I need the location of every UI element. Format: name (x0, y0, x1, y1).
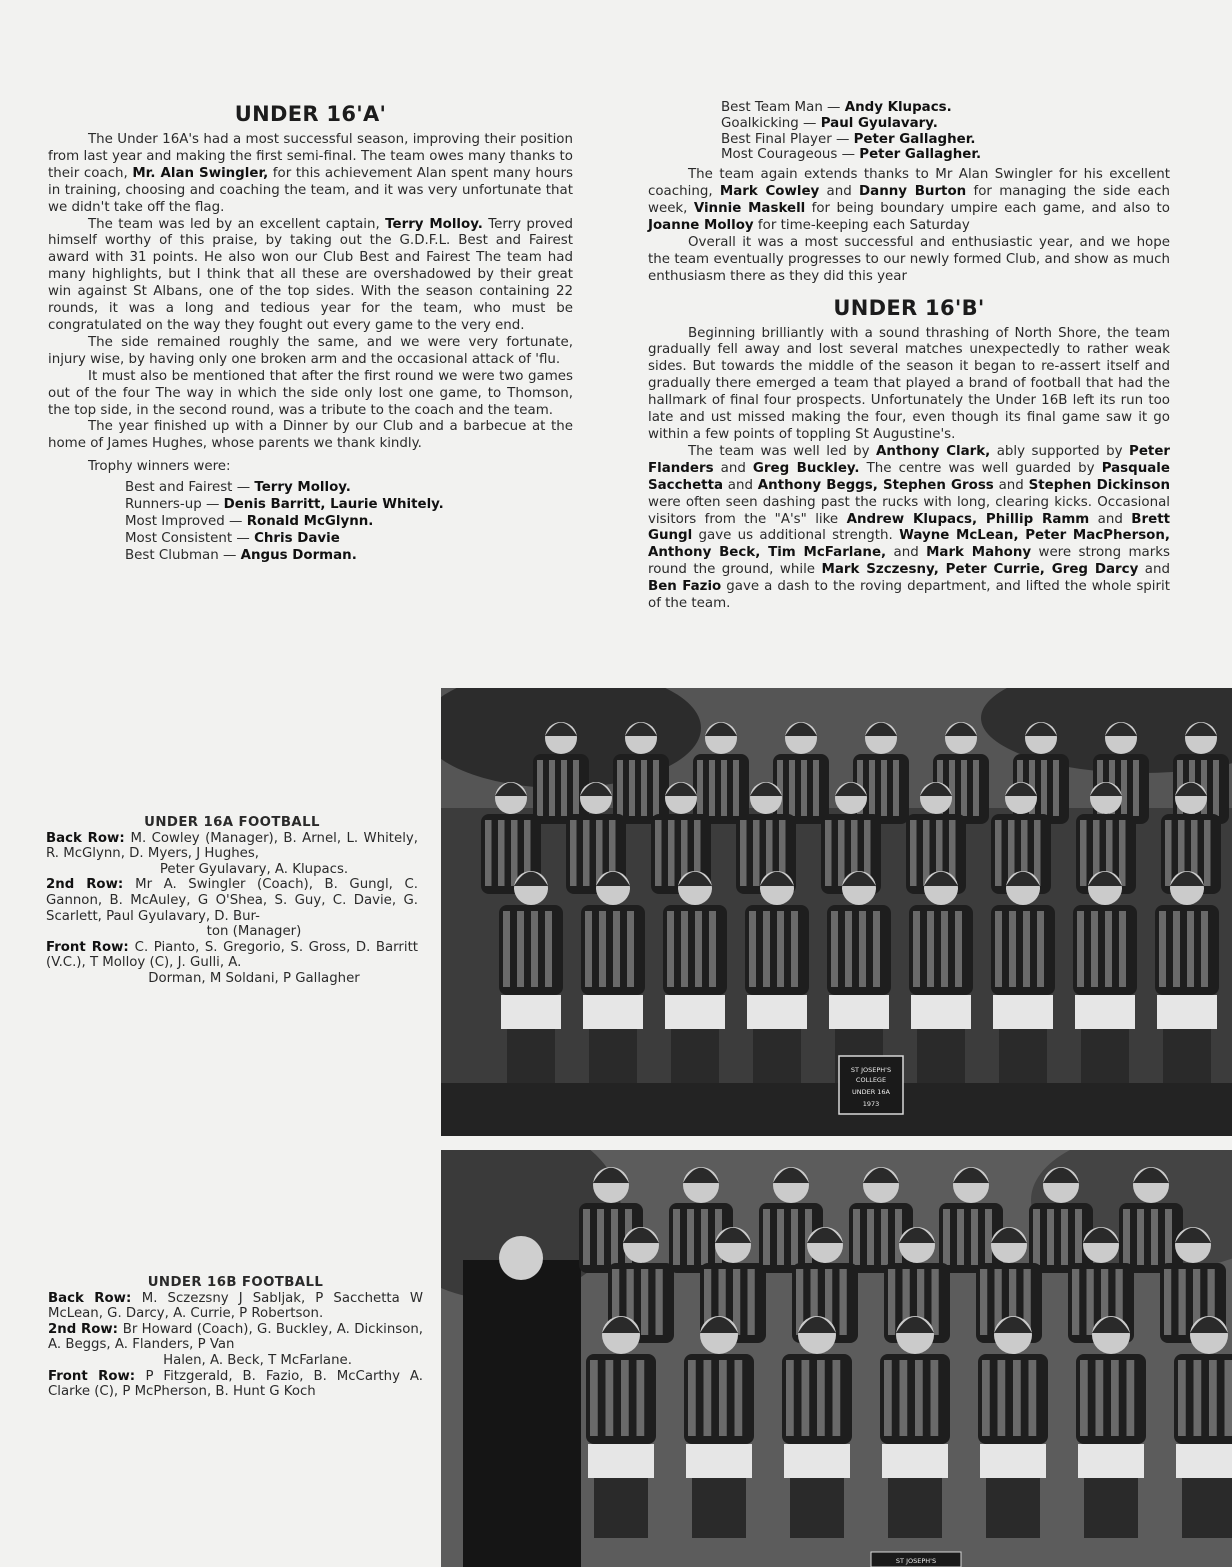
player-socks (1182, 1478, 1232, 1538)
award-item (721, 116, 1170, 132)
jersey-stripe (1037, 911, 1044, 987)
jersey-stripe (910, 820, 917, 886)
award-winner: Paul Gyulavary. (820, 115, 938, 131)
jersey-stripe (721, 760, 727, 816)
jersey-stripe (995, 911, 1002, 987)
award-winner: Angus Dorman. (240, 547, 357, 563)
player-socks (753, 1029, 801, 1089)
player-shorts (829, 995, 889, 1029)
team-photo-graphic (441, 1150, 1232, 1567)
caption-row-label: Front Row: (48, 1368, 146, 1384)
player-socks (671, 1029, 719, 1089)
under-16b-paragraphs (648, 326, 1170, 613)
caption-row-names: M. Sczezsny J Sabljak, P Sacchetta W McLean, G. Darcy, A. Currie, P Robertson. (48, 1290, 423, 1322)
jersey-stripe (1013, 1360, 1021, 1436)
jersey-stripe (701, 1209, 708, 1265)
article-paragraph: The team again extends thanks to Mr Alan Swingler for his excellent coaching, Mark Cowley and Danny Burton for managing the side each week, Vinnie Maskell for being boundary umpire each game, and also to Joanne Molloy for time-keeping each Saturday (648, 167, 1170, 233)
player-shorts (1157, 995, 1217, 1029)
under-16a-article (48, 100, 573, 565)
jersey-stripe (570, 820, 577, 886)
trophy-intro: Trophy winners were: (88, 459, 231, 475)
player-socks (692, 1478, 746, 1538)
jersey-stripe (985, 1209, 992, 1265)
jersey-stripe (1077, 911, 1084, 987)
jersey-stripe (1061, 1209, 1068, 1265)
article-paragraph: The team was well led by Anthony Clark, ably supported by Peter Flanders and Greg Buckley. The centre was well guarded by Pasquale Sacchetta and Anthony Beggs, Stephen Gross and Stephen Dickinson were often seen dashing past the rucks with long, clearing kicks. Occasional visitors from the "A's" like Andrew Klupacs, Phillip Ramm and Brett Gungl gave us additional strength. Wayne McLean, Peter MacPherson, Anthony Beck, Tim McFarlane, and Mark Mahony were strong marks round the ground, while Mark Szczesny, Peter Currie, Greg Darcy and Ben Fazio gave a dash to the roving department, and lifted the whole spirit of the team. (648, 443, 1170, 612)
jersey-stripe (1225, 1360, 1232, 1436)
caption-row-label: Front Row: (46, 939, 135, 955)
trophy-list (125, 480, 573, 565)
award-item (125, 548, 573, 565)
caption-rows (46, 831, 418, 987)
player-socks (1084, 1478, 1138, 1538)
jersey-stripe (590, 1360, 598, 1436)
jersey-stripe (549, 760, 555, 816)
jersey-stripe (1165, 820, 1172, 886)
player-shorts (747, 995, 807, 1029)
jersey-stripe (915, 1360, 923, 1436)
caption-row-continuation: Dorman, M Soldani, P Gallagher (148, 970, 360, 986)
jersey-stripe (573, 760, 579, 816)
award-name: Best Clubman — (125, 547, 241, 563)
jersey-stripe (1127, 1360, 1135, 1436)
under-16a-team-photo (441, 688, 1232, 1136)
jersey-stripe (777, 911, 784, 987)
jersey-stripe (1009, 911, 1016, 987)
article-paragraph: The Under 16A's had a most successful season, improving their position from last year and making the first semi-final. The team owes many thanks to their coach, Mr. Alan Swingler, for this achievement Alan spent many hours in training, choosing and coaching the team, and it was very unfortunate that we didn't take off the flag. (48, 132, 573, 215)
jersey-stripe (859, 911, 866, 987)
caption-row-label: 2nd Row: (48, 1321, 123, 1337)
jersey-stripe (881, 760, 887, 816)
article-paragraph: The year finished up with a Dinner by our Club and a barbecue at the home of James Hughes, whose parents we thank kindly. (48, 419, 573, 452)
jersey-stripe (1164, 1269, 1171, 1335)
jersey-stripe (867, 1209, 874, 1265)
jersey-stripe (1187, 911, 1194, 987)
jersey-stripe (1194, 1360, 1202, 1436)
jersey-stripe (709, 911, 716, 987)
jersey-stripe (498, 820, 505, 886)
under-16b-heading: UNDER 16'B' (833, 295, 985, 320)
under-16a-photo-caption (46, 815, 418, 987)
jersey-stripe (1137, 1209, 1144, 1265)
award-winner: Denis Barritt, Laurie Whitely. (223, 497, 444, 513)
jersey-stripe (673, 1209, 680, 1265)
board-line-3: UNDER 16A (851, 1088, 891, 1096)
jersey-stripe (697, 760, 703, 816)
caption-row (46, 877, 418, 939)
jersey-stripe (932, 1269, 939, 1335)
player-shorts (993, 995, 1053, 1029)
player-shorts (686, 1444, 752, 1478)
jersey-stripe (971, 1209, 978, 1265)
jersey-stripe (597, 1209, 604, 1265)
player-shorts (501, 995, 561, 1029)
jersey-stripe (1121, 760, 1127, 816)
jersey-stripe (1087, 1269, 1094, 1335)
jersey-stripe (1213, 760, 1219, 816)
article-paragraph: Beginning brilliantly with a sound thrashing of North Shore, the team gradually fell away and lost several matches unexpectedly to rather weak sides. But towards the middle of the season it began to re-assert itself and gradually there emerged a team that played a brand of football that had the hallmark of final four prospects. Unfortunately the Under 16B left its run too late and ust missed making the four, even though its final game saw it go within a few points of toppling St Augustine's. (648, 325, 1170, 442)
jersey-stripe (629, 760, 635, 816)
player-shorts (784, 1444, 850, 1478)
caption-row (48, 1322, 423, 1369)
jersey-stripe (503, 911, 510, 987)
jersey-stripe (517, 911, 524, 987)
jersey-stripe (888, 1269, 895, 1335)
jersey-stripe (613, 911, 620, 987)
caption-rows (48, 1291, 423, 1400)
jersey-stripe (941, 911, 948, 987)
jersey-stripe (973, 760, 979, 816)
jersey-stripe (1029, 1360, 1037, 1436)
award-name: Best and Fairest — (125, 480, 255, 496)
player-shorts (588, 1444, 654, 1478)
jersey-stripe (802, 1360, 810, 1436)
article-paragraph: It must also be mentioned that after the first round we were two games out of the four The way in which the side only lost one game, to Thomson, the top side, in the second round, was a tribute to the coach and the team. (48, 368, 573, 418)
jersey-stripe (1123, 1209, 1130, 1265)
caption-row-names: P Fitzgerald, B. Fazio, B. McCarthy A. Clarke (C), P McPherson, B. Hunt G Koch (48, 1368, 423, 1400)
article-paragraph: The team was led by an excellent captain, Terry Molloy. Terry proved himself worthy of this praise, by taking out the G.D.F.L. Best and Fairest award with 31 points. He also won our Club Best and Fairest The team had many highlights, but I think that all these are overshadowed by their great win against St Albans, one of the top sides. With the season containing 22 rounds, it was a long and tedious year for the team, who must be congratulated on the way they fought out every game to the very end. (48, 216, 573, 333)
jersey-stripe (791, 911, 798, 987)
jersey-stripe (943, 1209, 950, 1265)
jersey-stripe (681, 911, 688, 987)
jersey-stripe (606, 1360, 614, 1436)
jersey-stripe (1165, 1209, 1172, 1265)
jersey-stripe (1053, 760, 1059, 816)
jersey-stripe (817, 1360, 825, 1436)
jersey-stripe (980, 1269, 987, 1335)
award-name: Goalkicking — (721, 115, 821, 131)
jersey-stripe (1204, 820, 1211, 886)
jersey-stripe (927, 911, 934, 987)
jersey-stripe (813, 760, 819, 816)
jersey-stripe (656, 1269, 663, 1335)
board-line-4: 1973 (862, 1100, 880, 1108)
jersey-stripe (873, 911, 880, 987)
player-shorts (1176, 1444, 1232, 1478)
jersey-stripe (599, 911, 606, 987)
player-socks (594, 1478, 648, 1538)
jersey-stripe (695, 911, 702, 987)
under-16a-thanks-paragraphs (648, 167, 1170, 285)
jersey-stripe (1041, 760, 1047, 816)
jersey-stripe (825, 820, 832, 886)
jersey-stripe (831, 911, 838, 987)
player-socks (999, 1029, 1047, 1089)
jersey-stripe (955, 911, 962, 987)
award-item (721, 100, 1170, 116)
award-item (125, 480, 573, 497)
player-shorts (1075, 995, 1135, 1029)
caption-row (48, 1291, 423, 1322)
jersey-stripe (1033, 1209, 1040, 1265)
under-16a-paragraphs (48, 132, 573, 453)
award-name: Most Improved — (125, 513, 247, 529)
caption-row-names: C. Pianto, S. Gregorio, S. Gross, D. Barritt (V.C.), T Molloy (C), J. Gulli, A. (46, 939, 419, 971)
under-16b-team-photo (441, 1150, 1232, 1567)
under-16b-photo-caption (48, 1275, 423, 1400)
jersey-stripe (621, 1360, 629, 1436)
caption-row-label: 2nd Row: (46, 877, 136, 893)
award-winner: Chris Davie (254, 530, 340, 546)
jersey-stripe (995, 820, 1002, 886)
player-socks (790, 1478, 844, 1538)
jersey-stripe (998, 1360, 1006, 1436)
team-photo-graphic (441, 688, 1232, 1136)
award-name: Best Final Player — (721, 131, 854, 147)
caption-row-label: Back Row: (46, 830, 131, 846)
award-winner: Terry Molloy. (254, 480, 351, 496)
award-item (125, 514, 573, 531)
jersey-stripe (763, 1209, 770, 1265)
jersey-stripe (1080, 820, 1087, 886)
jersey-stripe (611, 1209, 618, 1265)
player-shorts (882, 1444, 948, 1478)
jersey-stripe (583, 1209, 590, 1265)
jersey-stripe (777, 1209, 784, 1265)
jersey-stripe (753, 820, 760, 886)
jersey-stripe (1023, 911, 1030, 987)
jersey-stripe (641, 760, 647, 816)
jersey-stripe (653, 760, 659, 816)
jersey-stripe (537, 760, 543, 816)
award-item (721, 147, 1170, 163)
board-line-2: COLLEGE (855, 1076, 887, 1084)
jersey-stripe (1209, 1360, 1217, 1436)
player-shorts (665, 995, 725, 1029)
jersey-stripe (545, 911, 552, 987)
caption-row (46, 831, 418, 878)
jersey-stripe (982, 1360, 990, 1436)
jersey-stripe (1119, 911, 1126, 987)
award-name: Most Courageous — (721, 147, 860, 163)
jersey-stripe (1159, 911, 1166, 987)
player-shorts (1078, 1444, 1144, 1478)
jersey-stripe (1096, 1360, 1104, 1436)
award-name: Runners-up — (125, 497, 224, 513)
caption-title: UNDER 16A FOOTBALL (144, 815, 320, 830)
jersey-stripe (485, 820, 492, 886)
player-socks (888, 1478, 942, 1538)
caption-row (46, 940, 418, 987)
award-item (125, 531, 573, 548)
board-line-1: ST JOSEPH'S (850, 1066, 892, 1074)
jersey-stripe (957, 1209, 964, 1265)
jersey-stripe (733, 760, 739, 816)
right-column (648, 100, 1170, 613)
article-paragraph: Overall it was a most successful and enthusiastic year, and we hope the team eventually progresses to our newly formed Club, and show as much enthusiasm there as they did this year (648, 234, 1170, 284)
jersey-stripe (719, 1360, 727, 1436)
player-shorts (911, 995, 971, 1029)
jersey-stripe (949, 760, 955, 816)
jersey-stripe (687, 1209, 694, 1265)
jersey-stripe (881, 1209, 888, 1265)
player-shorts (583, 995, 643, 1029)
jersey-stripe (786, 1360, 794, 1436)
jersey-stripe (583, 820, 590, 886)
caption-row (48, 1369, 423, 1400)
jersey-stripe (1179, 1269, 1186, 1335)
award-winner: Peter Gallagher. (859, 147, 982, 163)
jersey-stripe (637, 1360, 645, 1436)
jersey-stripe (1201, 911, 1208, 987)
jersey-stripe (840, 1269, 847, 1335)
award-winner: Ronald McGlynn. (246, 513, 374, 529)
jersey-stripe (801, 760, 807, 816)
jersey-stripe (1151, 1209, 1158, 1265)
jersey-stripe (1072, 1269, 1079, 1335)
jersey-stripe (923, 820, 930, 886)
jersey-stripe (1091, 911, 1098, 987)
jersey-stripe (1047, 1209, 1054, 1265)
jersey-stripe (667, 911, 674, 987)
player-socks (1163, 1029, 1211, 1089)
jersey-stripe (789, 760, 795, 816)
jersey-stripe (833, 1360, 841, 1436)
jersey-stripe (1111, 1360, 1119, 1436)
jersey-stripe (709, 760, 715, 816)
under-16a-heading: UNDER 16'A' (234, 102, 387, 126)
jersey-stripe (511, 820, 518, 886)
jersey-stripe (838, 820, 845, 886)
jersey-stripe (961, 760, 967, 816)
award-item (125, 497, 573, 514)
jersey-stripe (617, 760, 623, 816)
jersey-stripe (735, 1360, 743, 1436)
player-socks (507, 1029, 555, 1089)
jersey-stripe (845, 911, 852, 987)
jersey-stripe (1119, 820, 1126, 886)
jersey-stripe (931, 1360, 939, 1436)
caption-row-names: Br Howard (Coach), G. Buckley, A. Dickinson, A. Beggs, A. Flanders, P Van (48, 1321, 423, 1353)
jersey-stripe (1173, 911, 1180, 987)
jersey-stripe (531, 911, 538, 987)
player-socks (589, 1029, 637, 1089)
jersey-stripe (900, 1360, 908, 1436)
award-list (721, 100, 1170, 163)
player-shorts (980, 1444, 1046, 1478)
jersey-stripe (641, 1269, 648, 1335)
player-socks (986, 1478, 1040, 1538)
jersey-stripe (749, 911, 756, 987)
caption-row-label: Back Row: (48, 1290, 142, 1306)
jersey-stripe (704, 1360, 712, 1436)
caption-row-continuation: Peter Gyulavary, A. Klupacs. (159, 861, 349, 877)
jersey-stripe (1178, 1360, 1186, 1436)
jersey-stripe (913, 911, 920, 987)
caption-row-names: Mr A. Swingler (Coach), B. Gungl, C. Gannon, B. McAuley, G O'Shea, S. Guy, C. Davie, G. Scarlett, Paul Gyulavary, D. Bur- (46, 877, 418, 924)
jersey-stripe (763, 911, 770, 987)
jersey-stripe (655, 820, 662, 886)
award-winner: Peter Gallagher. (853, 131, 976, 147)
jersey-stripe (740, 820, 747, 886)
jersey-stripe (869, 760, 875, 816)
caption-row-continuation: Halen, A. Beck, T McFarlane. (163, 1352, 352, 1368)
award-name: Most Consistent — (125, 530, 255, 546)
jersey-stripe (585, 911, 592, 987)
award-name: Best Team Man — (721, 100, 845, 115)
jersey-stripe (688, 1360, 696, 1436)
jersey-stripe (1075, 1209, 1082, 1265)
jersey-stripe (853, 1209, 860, 1265)
board-line-1: ST JOSEPH'S (895, 1557, 937, 1565)
caption-row-names: M. Cowley (Manager), B. Arnel, L. Whitely, R. McGlynn, D. Myers, J Hughes, (46, 830, 418, 862)
jersey-stripe (748, 1269, 755, 1335)
award-item (721, 132, 1170, 148)
caption-row-continuation: ton (Manager) (206, 924, 302, 940)
jersey-stripe (1080, 1360, 1088, 1436)
award-winner: Andy Klupacs. (844, 100, 952, 115)
player-socks (1081, 1029, 1129, 1089)
caption-title: UNDER 16B FOOTBALL (147, 1275, 324, 1290)
article-paragraph: The side remained roughly the same, and we were very fortunate, injury wise, by having only one broken arm and the occasional attack of 'flu. (48, 334, 573, 367)
jersey-stripe (1105, 911, 1112, 987)
jersey-stripe (561, 760, 567, 816)
jersey-stripe (627, 911, 634, 987)
jersey-stripe (884, 1360, 892, 1436)
jersey-stripe (668, 820, 675, 886)
player-socks (917, 1029, 965, 1089)
jersey-stripe (1133, 760, 1139, 816)
jersey-stripe (791, 1209, 798, 1265)
jersey-stripe (893, 760, 899, 816)
